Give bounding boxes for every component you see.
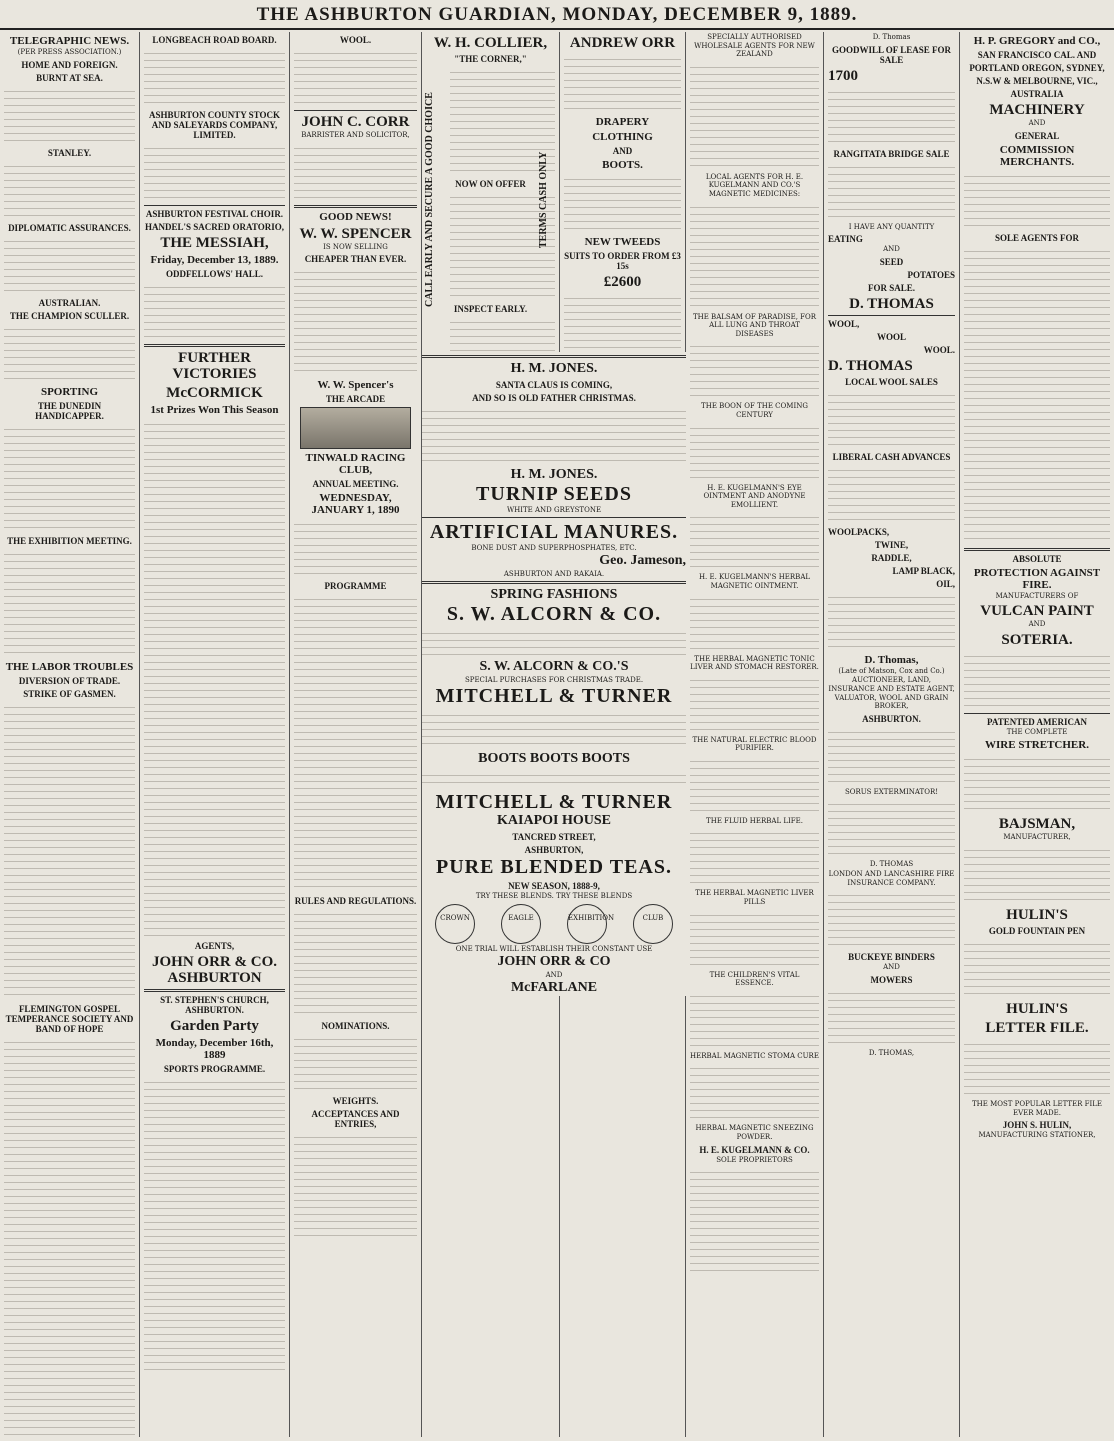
ad-title: D. THOMAS <box>828 357 913 374</box>
ad-heading: NEW TWEEDS <box>584 236 661 248</box>
divider <box>144 344 285 347</box>
column-d-thomas <box>824 32 960 1437</box>
ad-date: Monday, December 16th, 1889 <box>155 1037 274 1061</box>
ad-title: H. M. JONES. <box>510 467 598 482</box>
body-text <box>828 798 955 858</box>
ad-heading: D. Thomas <box>872 33 911 41</box>
column-advertisements-2 <box>140 32 290 1437</box>
ad-heading: BOOTS. <box>602 159 643 171</box>
ad-heading: ACCEPTANCES AND ENTRIES, <box>311 1109 400 1130</box>
divider <box>144 989 285 992</box>
body-text <box>422 627 686 657</box>
ad-heading: CLOTHING <box>592 131 653 143</box>
body-text <box>690 61 819 171</box>
divider <box>964 713 1110 714</box>
ad-heading: GENERAL <box>1014 130 1060 141</box>
body-text <box>294 593 417 893</box>
ad-text: THE COMPLETE <box>1006 727 1068 736</box>
ad-title: H. E. KUGELMANN & CO. <box>699 1144 810 1155</box>
body-text <box>144 281 285 341</box>
body-text <box>964 1038 1110 1098</box>
ad-title: SOTERIA. <box>1001 631 1073 648</box>
ad-heading: RADDLE, <box>871 552 912 563</box>
section-heading: AUSTRALIAN. <box>38 297 101 308</box>
ad-text: AND <box>1028 620 1046 629</box>
body-text <box>690 674 819 734</box>
ad-heading: ASHBURTON, <box>524 845 584 855</box>
ad-title: H. P. GREGORY and CO., <box>973 35 1101 47</box>
ad-title: HULIN'S <box>1006 1000 1068 1017</box>
ad-title: TURNIP SEEDS <box>476 483 632 505</box>
ad-title: PROTECTION AGAINST FIRE. <box>973 566 1101 591</box>
ad-title: Garden Party <box>170 1018 259 1034</box>
ad-text: AND <box>883 963 900 972</box>
ad-heading: WOOLPACKS, <box>828 526 890 537</box>
ad-heading: THE FLUID HERBAL LIFE. <box>706 816 803 825</box>
section-heading: BURNT AT SEA. <box>36 72 103 83</box>
ad-heading: WOOL, <box>828 318 860 329</box>
ad-title: BAJSMAN, <box>998 816 1076 833</box>
section-heading: THE DUNEDIN HANDICAPPER. <box>35 400 104 421</box>
ad-title: H. M. JONES. <box>510 361 598 376</box>
column-telegraphic <box>0 32 140 1437</box>
ad-heading: SORUS EXTERMINATOR! <box>844 787 939 796</box>
column-advertisements-3 <box>290 32 422 1437</box>
ad-heading: SOLE PROPRIETORS <box>716 1155 793 1164</box>
ad-text: D. THOMAS, <box>868 1048 915 1057</box>
body-text <box>422 709 686 749</box>
body-text <box>4 548 135 658</box>
ad-title: MITCHELL & TURNER <box>435 685 673 707</box>
ad-title: JOHN C. CORR <box>301 114 410 130</box>
body-text <box>964 245 1110 545</box>
ad-title: SPRING FASHIONS <box>490 587 618 602</box>
ad-title: D. THOMAS <box>849 295 934 312</box>
body-text <box>828 889 955 949</box>
body-text <box>144 418 285 938</box>
ad-heading: HERBAL MAGNETIC STOMA CURE <box>690 1051 819 1060</box>
ad-text: SPECIAL PURCHASES FOR CHRISTMAS TRADE. <box>464 676 644 684</box>
body-text <box>4 160 135 220</box>
ad-text: MANUFACTURERS OF <box>995 591 1079 600</box>
body-text <box>690 755 819 815</box>
section-heading: THE EXHIBITION MEETING. <box>7 535 132 546</box>
body-text <box>294 266 417 376</box>
column-kugelmann <box>686 32 824 1437</box>
ad-text: AUCTIONEER, LAND, INSURANCE AND ESTATE AGENT, VALUATOR, WOOL AND GRAIN BROKER, <box>828 676 955 711</box>
ad-heading: TWINE, <box>874 539 909 550</box>
ad-title: WIRE STRETCHER. <box>985 739 1089 752</box>
body-text <box>422 769 686 789</box>
ad-heading: MOWERS <box>870 974 913 985</box>
body-text <box>294 1131 417 1241</box>
ad-heading: ASHBURTON COUNTY STOCK AND SALEYARDS COMPANY, LIMITED. <box>148 110 281 140</box>
ad-heading: PORTLAND OREGON, SYDNEY, <box>969 63 1105 73</box>
ad-text: MANUFACTURING STATIONER, <box>978 1131 1096 1140</box>
ad-heading: SOLE AGENTS FOR <box>994 232 1080 243</box>
ad-venue: ODDFELLOWS' HALL. <box>165 269 264 279</box>
body-text <box>144 1076 285 1376</box>
section-heading: THE CHAMPION SCULLER. <box>9 310 130 321</box>
ad-heading: CHEAPER THAN EVER. <box>304 254 407 265</box>
section-heading: HOME AND FOREIGN. <box>21 59 118 70</box>
body-text <box>964 650 1110 710</box>
ad-heading: DRAPERY <box>595 116 650 128</box>
ad-title: HULIN'S <box>1006 906 1068 923</box>
ad-title: ARTIFICIAL MANURES. <box>429 521 679 543</box>
vertical-banner: CALL EARLY AND SECURE A GOOD CHOICE <box>424 92 435 308</box>
ad-heading: THE CHILDREN'S VITAL ESSENCE. <box>709 970 800 988</box>
ad-title: PURE BLENDED TEAS. <box>435 856 673 878</box>
horse-race-woodcut <box>300 407 411 449</box>
ad-title: W. W. Spencer's <box>317 379 394 392</box>
body-text <box>144 47 285 107</box>
body-text <box>294 1033 417 1093</box>
ad-text: WHITE AND GREYSTONE <box>506 506 602 514</box>
tea-exhibition-label: EXHIBITION <box>567 904 607 944</box>
ad-heading: LONDON AND LANCASHIRE FIRE INSURANCE COMPANY. <box>828 869 955 887</box>
divider <box>294 205 417 208</box>
body-text <box>4 85 135 145</box>
ad-title: JOHN ORR & CO. ASHBURTON <box>152 954 277 986</box>
ad-subtitle: BARRISTER AND SOLICITOR, <box>301 131 410 139</box>
ad-title: COMMISSION MERCHANTS. <box>999 143 1075 168</box>
body-text <box>690 909 819 969</box>
ad-amount: £2600 <box>603 274 642 290</box>
ad-title: W. W. SPENCER <box>299 225 412 242</box>
ad-title: THE MESSIAH, <box>160 235 269 251</box>
body-text <box>828 389 955 449</box>
body-text <box>690 1166 819 1276</box>
body-text <box>964 753 1110 813</box>
divider <box>144 205 285 206</box>
ad-text: AND <box>545 971 563 979</box>
ad-text: (Late of Matson, Cox and Co.) <box>838 666 945 675</box>
ad-heading: EATING <box>828 234 863 245</box>
body-text <box>564 53 681 113</box>
ad-heading: ABSOLUTE <box>1012 553 1062 564</box>
ad-heading: THE HERBAL MAGNETIC LIVER PILLS <box>695 889 814 907</box>
body-text <box>294 518 417 578</box>
ad-heading: ASHBURTON FESTIVAL CHOIR. <box>145 209 284 219</box>
ad-heading: H. E. KUGELMANN'S HERBAL MAGNETIC OINTMENT. <box>698 573 811 590</box>
ad-subtitle: 1st Prizes Won This Season <box>150 404 279 416</box>
ad-heading: JOHN S. HULIN, <box>1002 1120 1072 1131</box>
ad-heading: HANDEL'S SACRED ORATORIO, <box>145 222 284 232</box>
divider <box>964 548 1110 551</box>
ad-title: McFARLANE <box>510 980 598 995</box>
ad-title: MACHINERY <box>989 102 1085 118</box>
ad-subtitle: "THE CORNER," <box>454 54 527 64</box>
ad-heading: HERBAL MAGNETIC SNEEZING POWDER. <box>695 1124 814 1142</box>
ad-date: Friday, December 13, 1889. <box>150 254 279 266</box>
masthead: THE ASHBURTON GUARDIAN, MONDAY, DECEMBER 9, 1889. <box>0 0 1114 30</box>
ad-title: Geo. Jameson, <box>599 553 686 568</box>
ad-title: D. Thomas, <box>864 653 919 666</box>
body-text <box>690 511 819 571</box>
section-heading: TELEGRAPHIC NEWS. <box>9 35 130 47</box>
ad-heading: ANNUAL MEETING. <box>312 479 399 490</box>
body-text <box>294 142 417 202</box>
ad-heading: LONGBEACH ROAD BOARD. <box>152 35 277 45</box>
ad-title: KAIAPOI HOUSE <box>497 813 611 828</box>
ad-title: FURTHER VICTORIES <box>172 350 257 382</box>
ad-heading: RANGITATA BRIDGE SALE <box>833 148 950 159</box>
ad-heading: ASHBURTON. <box>862 713 921 724</box>
ad-heading: POTATOES <box>907 269 955 280</box>
ad-title: VULCAN PAINT <box>980 603 1094 620</box>
ad-title: W. H. COLLIER, <box>433 35 548 51</box>
body-text <box>964 844 1110 904</box>
ad-heading: LAMP BLACK, <box>892 565 955 576</box>
tea-labels <box>422 904 686 944</box>
ad-heading: THE HERBAL MAGNETIC TONIC LIVER AND STOMACH RESTORER. <box>690 654 819 672</box>
body-text <box>828 987 955 1047</box>
ad-heading: WEIGHTS. <box>332 1096 379 1107</box>
body-text <box>690 340 819 400</box>
ad-heading: THE MOST POPULAR LETTER FILE EVER MADE. <box>971 1099 1103 1117</box>
divider <box>294 110 417 111</box>
body-text <box>4 423 135 533</box>
ad-text: AND <box>883 245 900 254</box>
ad-heading: SAN FRANCISCO CAL. AND <box>977 50 1097 60</box>
ad-heading: TANCRED STREET, <box>512 832 596 842</box>
ad-heading: SPECIALLY AUTHORISED WHOLESALE AGENTS FOR NEW ZEALAND <box>694 33 815 59</box>
ad-text: AND <box>1028 119 1046 127</box>
divider <box>828 315 955 316</box>
divider <box>422 355 686 358</box>
body-text <box>690 593 819 653</box>
section-heading: THE LABOR TROUBLES <box>5 660 134 673</box>
ad-date: WEDNESDAY, JANUARY 1, 1890 <box>311 492 400 517</box>
body-text <box>828 726 955 786</box>
ad-heading: PROGRAMME <box>324 581 387 592</box>
column-gregory <box>960 32 1114 1437</box>
body-text <box>144 142 285 202</box>
body-text <box>4 701 135 1001</box>
ad-heading: SEED <box>879 256 904 267</box>
section-heading: FLEMINGTON GOSPEL TEMPERANCE SOCIETY AND BAND OF HOPE <box>5 1003 134 1034</box>
subheading: (PER PRESS ASSOCIATION.) <box>17 48 122 56</box>
ad-heading: NOW ON OFFER <box>455 179 526 189</box>
ad-heading: H. E. KUGELMANN'S EYE OINTMENT AND ANODYNE EMOLLIENT. <box>703 483 806 509</box>
divider <box>422 581 686 584</box>
body-text <box>964 938 1110 998</box>
ad-heading: THE BOON OF THE COMING CENTURY <box>701 402 808 419</box>
ad-heading: FOR SALE. <box>867 282 915 293</box>
body-text <box>564 292 681 352</box>
ad-title: JOHN ORR & CO <box>497 954 611 969</box>
ad-heading: GOODWILL OF LEASE FOR SALE <box>832 44 951 65</box>
tea-eagle-label: EAGLE <box>501 904 541 944</box>
divider <box>422 517 686 518</box>
ad-heading: PATENTED AMERICAN <box>987 716 1087 727</box>
ad-text: BONE DUST AND SUPERPHOSPHATES, ETC. <box>471 544 637 552</box>
ad-title: MITCHELL & TURNER <box>435 791 673 813</box>
ad-title: BOOTS BOOTS BOOTS <box>478 751 630 766</box>
ad-title: LETTER FILE. <box>985 1019 1089 1036</box>
body-text <box>422 405 686 465</box>
ad-subtitle: IS NOW SELLING <box>323 242 388 251</box>
ad-heading: SUITS TO ORDER FROM £3 15s <box>564 251 681 271</box>
ad-heading: WOOL <box>876 331 906 342</box>
ad-heading: INSPECT EARLY. <box>453 304 528 314</box>
ad-heading: AND SO IS OLD FATHER CHRISTMAS. <box>472 393 636 403</box>
ad-text: MANUFACTURER, <box>1003 833 1071 842</box>
ad-title: McCORMICK <box>166 385 263 401</box>
ad-heading: OIL, <box>936 578 955 589</box>
tea-club-label: CLUB <box>633 904 673 944</box>
ad-heading: N.S.W & MELBOURNE, VIC., <box>976 76 1098 86</box>
ad-heading: SPORTS PROGRAMME. <box>163 1064 266 1074</box>
body-text <box>294 908 417 1018</box>
ad-heading: AUSTRALIA <box>1010 89 1064 99</box>
ad-text: TRY THESE BLENDS. TRY THESE BLENDS <box>475 892 633 900</box>
ad-heading: GOLD FOUNTAIN PEN <box>988 925 1086 936</box>
spanning-advertisements <box>422 352 686 996</box>
ad-title: S. W. ALCORN & CO.'S <box>479 659 629 674</box>
ad-heading: WOOL. <box>923 344 955 355</box>
section-heading: STRIKE OF GASMEN. <box>23 688 116 699</box>
body-text <box>564 173 681 233</box>
ad-heading: ST. STEPHEN'S CHURCH, ASHBURTON. <box>160 995 269 1015</box>
vertical-banner: TERMS CASH ONLY <box>538 151 549 249</box>
ad-title: ANDREW ORR <box>569 35 676 51</box>
ad-heading: NEW SEASON, 1888-9, <box>508 881 600 891</box>
body-text <box>690 201 819 311</box>
body-text <box>690 1062 819 1122</box>
ad-amount: 1700 <box>828 67 858 84</box>
section-heading: DIVERSION OF TRADE. <box>18 675 121 686</box>
body-text <box>828 161 955 221</box>
section-heading: DIPLOMATIC ASSURANCES. <box>8 222 131 233</box>
ad-heading: SANTA CLAUS IS COMING, <box>495 380 613 390</box>
section-heading: SPORTING <box>40 385 99 398</box>
ad-title: TINWALD RACING CLUB, <box>305 452 406 477</box>
section-heading: STANLEY. <box>47 147 92 158</box>
ad-heading: LIBERAL CASH ADVANCES <box>832 451 951 462</box>
ad-heading: GOOD NEWS! <box>319 210 392 223</box>
ad-heading: NOMINATIONS. <box>321 1021 390 1032</box>
body-text <box>828 464 955 524</box>
body-text <box>294 47 417 107</box>
ad-heading: LOCAL AGENTS FOR H. E. KUGELMANN AND CO.'S MAGNETIC MEDICINES: <box>705 172 804 198</box>
tea-crown-label: CROWN <box>435 904 475 944</box>
body-text <box>964 170 1110 230</box>
ad-heading: BUCKEYE BINDERS <box>848 952 935 963</box>
ad-title: S. W. ALCORN & CO. <box>446 603 662 625</box>
body-text <box>690 827 819 887</box>
ad-heading: THE NATURAL ELECTRIC BLOOD PURIFIER. <box>692 735 817 753</box>
ad-text: D. THOMAS <box>869 860 914 869</box>
ad-heading: THE ARCADE <box>325 394 386 405</box>
ad-text: ASHBURTON AND RAKAIA. <box>503 570 605 578</box>
ad-heading: WOOL. <box>339 35 372 45</box>
ad-heading: THE BALSAM OF PARADISE, FOR ALL LUNG AND THROAT DISEASES <box>692 312 817 338</box>
ad-heading: LOCAL WOOL SALES <box>845 376 938 387</box>
ad-heading: AGENTS, <box>194 941 235 951</box>
body-text <box>690 422 819 482</box>
body-text <box>690 990 819 1050</box>
body-text <box>828 86 955 146</box>
body-text <box>828 591 955 651</box>
ad-heading: RULES AND REGULATIONS. <box>294 896 417 907</box>
body-text <box>4 1036 135 1437</box>
ad-heading: AND <box>612 146 633 156</box>
ad-text: I HAVE ANY QUANTITY <box>848 222 935 231</box>
ad-text: ONE TRIAL WILL ESTABLISH THEIR CONSTANT USE <box>455 945 653 953</box>
body-text <box>4 323 135 383</box>
body-text <box>4 235 135 295</box>
